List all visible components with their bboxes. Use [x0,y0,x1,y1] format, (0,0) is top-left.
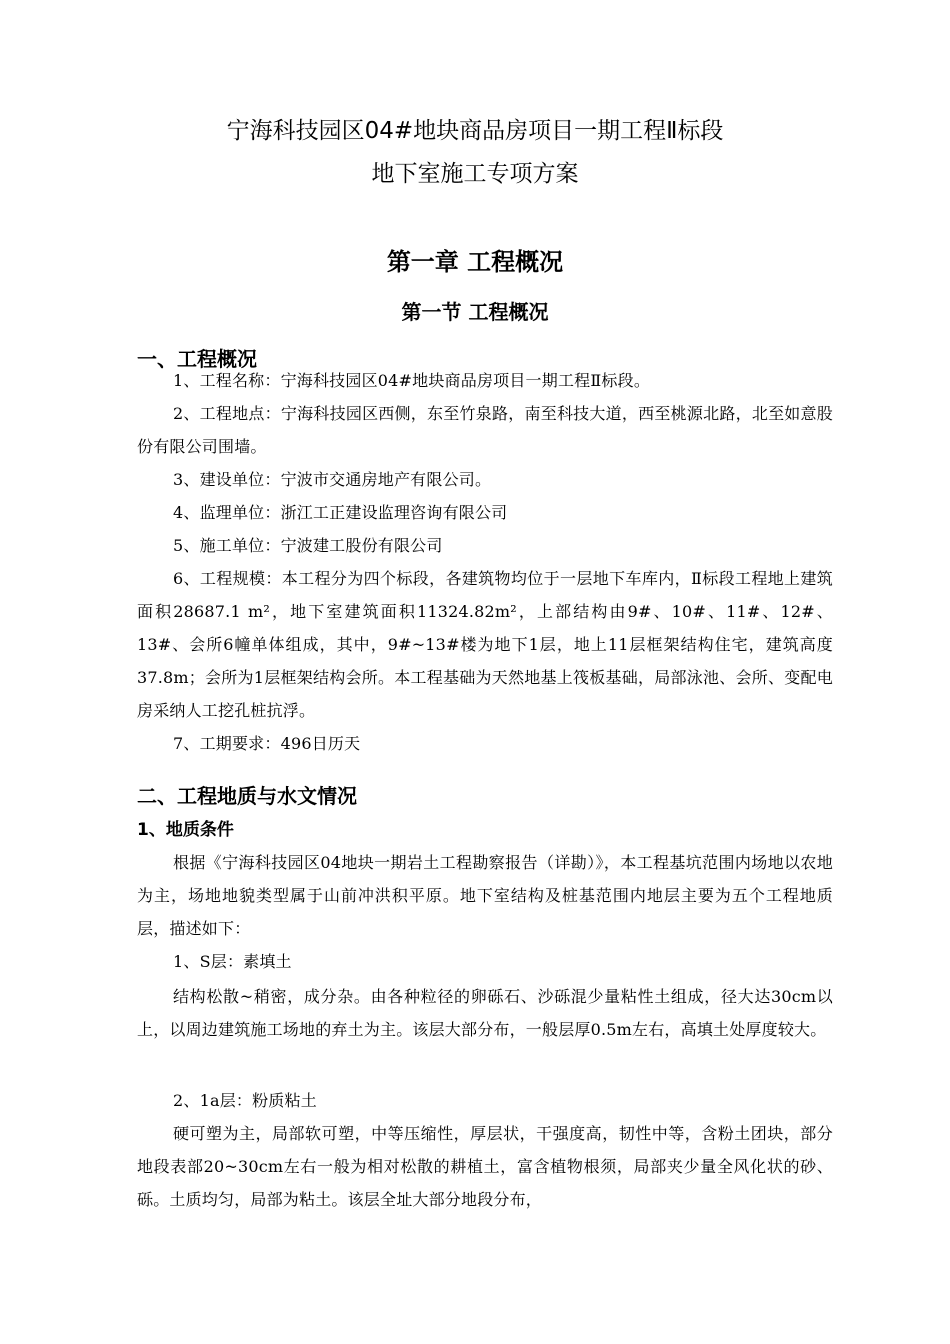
layer-1a-title: 2、1a层：粉质粘土 [173,1091,317,1110]
section-title: 第一节 工程概况 [401,300,549,324]
chapter-title: 第一章 工程概况 [386,248,564,276]
item-contractor: 5、施工单位：宁波建工股份有限公司 [173,536,443,555]
subheading-geological-conditions: 1、地质条件 [137,820,234,840]
heading-project-overview: 一、工程概况 [137,347,257,371]
document-title-line-2: 地下室施工专项方案 [371,161,579,187]
heading-geology-hydrology: 二、工程地质与水文情况 [137,784,357,808]
layer-s-description: 结构松散~稍密，成分杂。由各种粒径的卵砾石、沙砾混少量粘性土组成，径大达30cm以上，以周边建筑施工场地的弃土为主。该层大部分布，一般层厚0.5m左右，高填土处厚度较大。 [137,987,833,1039]
item-project-scale: 6、工程规模：本工程分为四个标段，各建筑物均位于一层地下车库内，Ⅱ标段工程地上建筑面积28687.1 m²，地下室建筑面积11324.82m²，上部结构由9#、10#、11#、12#、13#、会所6幢单体组成，其中，9#~13#楼为地下1层，地上11层框架结构住宅，建筑高度37.8m；会所为1层框架结构会所。本工程基础为天然地基上筏板基础，局部泳池、会所、变配电房采纳人工挖孔桩抗浮。 [137,569,833,720]
paragraph-survey-report: 根据《宁海科技园区04地块一期岩土工程勘察报告（详勘）》，本工程基坑范围内场地以农地为主，场地地貌类型属于山前冲洪积平原。地下室结构及桩基范围内地层主要为五个工程地质层，描述如下： [137,853,833,938]
item-project-name: 1、工程名称：宁海科技园区04#地块商品房项目一期工程Ⅱ标段。 [173,371,651,390]
item-project-location: 2、工程地点：宁海科技园区西侧，东至竹泉路，南至科技大道，西至桃源北路，北至如意股份有限公司围墙。 [137,404,833,456]
item-schedule: 7、工期要求：496日历天 [173,734,361,753]
layer-1a-description: 硬可塑为主，局部软可塑，中等压缩性，厚层状，干强度高，韧性中等，含粉土团块，部分地段表部20~30cm左右一般为相对松散的耕植土，富含植物根须，局部夹少量全风化状的砂、砾。土质均匀，局部为粘土。该层全址大部分地段分布， [137,1124,833,1209]
document-title-line-1: 宁海科技园区04#地块商品房项目一期工程Ⅱ标段 [226,118,724,144]
item-developer: 3、建设单位：宁波市交通房地产有限公司。 [173,470,492,489]
layer-s-title: 1、S层：素填土 [173,952,292,971]
item-supervisor: 4、监理单位：浙江工正建设监理咨询有限公司 [173,503,508,522]
